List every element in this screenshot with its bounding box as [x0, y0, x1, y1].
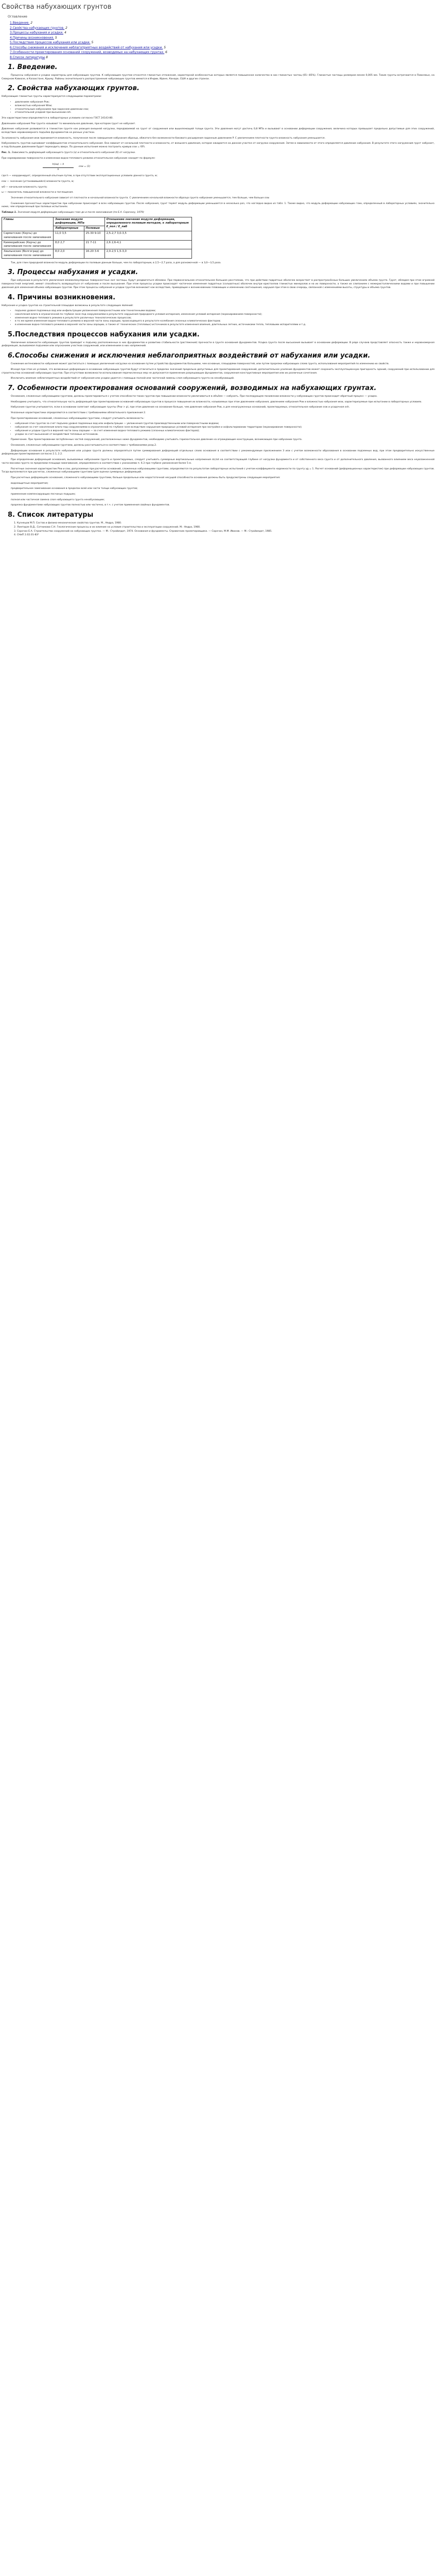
- table-cell: 21 7-11: [84, 240, 104, 249]
- parameter-list: [15, 101, 434, 115]
- toc-link-references[interactable]: 8.Список литературы: [10, 55, 45, 59]
- toc-item: [10, 50, 434, 55]
- formula-denominator: h: [57, 168, 59, 171]
- variable-definition: ω — показатель повышенной влажности и поглощения.: [2, 191, 74, 194]
- toc-page-number: 5: [164, 45, 166, 49]
- toc-item: [10, 26, 434, 31]
- table-cell: 8,0 2,7: [54, 240, 84, 249]
- paragraph: При определении деформаций основания, вызываемых набуханием грунта и проектируемых, следует учитывать суммарные вертикальные напряжения σz,tot на соответствующей глубине от нагрузки фундамента и от собственного веса грунта и от дополнительного давления, вызванного влиянием веса неувлажненной части массива грунта за пределами площади замачивания, определяемого в соответствии с указаниями п. 6.3 при глубине увлажнения более 5 м.: [2, 459, 434, 465]
- reference-item: 3. Сорочан Е.А. Строительство сооружений на набухающих грунтах. — М.: Стройиздат, 1974. Основания и фундаменты. Справочник проектировщика. — Сорочан, М.М. Иванов. — М.: Стройиздат, 1985.: [17, 530, 434, 534]
- toc-page-number: 8: [46, 55, 48, 59]
- variable-definition: w0 — начальная влажность грунта;: [2, 185, 47, 189]
- table-cell: 11,0 3,5: [54, 231, 84, 240]
- paragraph: Исходя при этом из условия, что возможные деформации в основании набухающих грунтов будут отличаться в пределах значений предельно допустимых для проектирования сооружений, дополнительное усиление фундаментов может сохранить эксплуатационную пригодность зданий, сооружений при использовании для строительства оснований набухающих грунтов. При отсутствии возможности использования перечисленных мер не допускается применение разрешающих фундаментов, сооружения конструктивные мероприятия или их различные сочетания.: [2, 368, 434, 375]
- toc-link-design[interactable]: 7.Особенности проектирования оснований сооружений, возводимых на набухающих грунтах.: [10, 50, 165, 54]
- paragraph: При набухании в результате увеличения межмолекулярных поверхностных сил частицы, будут раздвигаться обломки. При первоначальном относительном большом расстоянии, что при действии гидратных оболочек возрастает в распространённых больших увеличениях объема грунта. Грунт, обладая при этом огромной поверхностной энергией, имеют способность возвращаться от набуханию и после высыхания. При этом процессы усадки происходят частичное изменения гидратных (сольватных) оболочек внутри кристаллов глинистых минералов и на их поверхности, а также их слипанием с межкристаллическими водами и при повышении давления для изменения объема набухающих грунтов. При этом процессы набухания и усадки грунтов возникают как вследствие, приводящие к возникновению плавающих и изменению соотношения, нарушая при этом в свою очередь, связанной с изменениями высоты, структуры и объема грунтов.: [2, 279, 434, 289]
- paragraph: При расчетных деформациях основания, сложенного набухающими грунтами, больше предельных или недостаточной несущей способности основания должны быть предусмотрены следующие мероприятия:: [11, 476, 281, 479]
- list-item: • давлением набухания Psw;: [15, 101, 434, 105]
- toc-item: [10, 21, 434, 26]
- section-heading-references: 8. Список литературы: [8, 511, 94, 519]
- table-cell: 2,5-2,7 3,0-3,5: [104, 231, 191, 240]
- toc-item: [10, 55, 434, 60]
- table-cell: 8,0 2,0: [54, 249, 84, 258]
- figure-caption: [2, 151, 434, 155]
- paragraph: Набухаемость грунтов оценивают коэффициентом относительного набухания. Она зависит от начальной плотности и влажности, от внешнего давления, которое ожидается на данном участке от нагрузки сооружения. Затем в зависимости от этого определяется давление набухания. В результате этого нагружения грунт набухает, и под большим давлением будет переходить вверх. По данным испытания можно построить кривую εsw = f(P).: [2, 142, 434, 149]
- toc-link-processes[interactable]: 3.Процессы набухания и усадки.: [10, 31, 64, 35]
- table-cell: Сарматские (Керчь) до замачивания после замачивания: [2, 231, 54, 240]
- paragraph: Давление набухания развивается в глинистом грунте как реакция внешней нагрузки, передаваемой на грунт от сооружения или вышележащей толщи грунта. Эти давления могут достичь 0,8 МПа и вызывают в основании деформации сооружения, величина которых превышает предельно допустимые для этих сооружений, вследствие неравномерного подъёма фундаментов на разных участках.: [2, 128, 434, 134]
- paragraph: При проектировании оснований, сложенных набухающими грунтами, следует учитывать возможность:: [11, 417, 145, 420]
- section-heading-methods: 6.Способы снижения и исключения неблагоприятных воздействий от набухания или усадки.: [8, 352, 371, 360]
- paragraph: Снижение интенсивности набухания может достигаться с помощью увеличения нагрузки на основание путем устройства фундаментов большими, чем основные, площадями поверхностей, или путем прорезки набухающих слоев грунта, использования мероприятий по изменению их свойств.: [11, 363, 390, 366]
- list-item: • в изменении водно-теплового режима в верхней части зоны аэрации, а также от технических (тепловых) источников в результате изменения влияния, длительных летних, источниками тепла, тепловыми испарителями и т.д.: [15, 324, 434, 327]
- reference-item: 1. Кузнецов М.П. Состав и физико-механические свойства грунтов. М., Недра, 1980.: [17, 522, 434, 526]
- toc-link-intro[interactable]: 1.Введение.: [10, 21, 30, 25]
- paragraph: Увеличение влажности набухающих грунтов приводит к подъему расположенных в них фундаментов и развитию стабильности (растяжения) прочности в грунте основания фундаментов. Усадка грунта после высыхания вызывает в основании деформации. В ряде случаев представляет опасность также и неравномерная деформация, вызываемая подъемом или опусканием участков сооружений, или изменением в них напряжений.: [2, 341, 434, 348]
- table-cell: 2,0-2,5 1,5-3,0: [104, 249, 191, 258]
- modulus-table: [2, 217, 192, 259]
- toc-link-causes[interactable]: 4.Причины возникновения.: [10, 36, 54, 40]
- formula: [43, 163, 434, 173]
- list-item: • накопления влаги в ограниченной по глубине зоне под сооружениями в результате нарушения природного условия испарения, изменения условий испарения (экранированием поверхности);: [15, 313, 434, 317]
- section-heading-processes: 3. Процессы набухания и усадки.: [8, 268, 138, 277]
- paragraph: полная или частичная замена слоя набухающего грунта ненабухающим;: [11, 498, 105, 501]
- toc-link-methods[interactable]: 6.Способы снижения и исключения неблагоприятных воздействий от набухания или усадки.: [10, 45, 163, 49]
- toc-item: [10, 30, 434, 36]
- table-caption: [2, 211, 434, 215]
- variable-definition: εsw — значение (установившейся) влажности грунта, м;: [2, 180, 74, 183]
- paragraph: Указанные характеристики определяются в соответствии с требованиями обязательного приложения 2.: [11, 412, 146, 415]
- toc-list: [8, 21, 434, 60]
- paragraph: Давлением набухания Psw грунта называют то минимальное давление, при котором грунт не набухает.: [2, 122, 136, 125]
- table-cell: Хвалынские (Волгоград) до замачивания после замачивания: [2, 249, 54, 258]
- paragraph: водозащитные мероприятия;: [11, 482, 48, 485]
- toc-link-properties[interactable]: 2.Свойства набухающих грунтов.: [10, 26, 65, 30]
- section-heading-intro: 1. Введение.: [8, 63, 58, 71]
- reference-item: 4. СНиП 2.02.01-83*: [17, 534, 434, 537]
- paragraph: Расчетные значения характеристик Psw и εsw, допускаемые при расчетах оснований, сложенных набухающими грунтами, определяются по результатам лабораторных испытаний с учетом коэффициента надежности по грунту γg = 1. Расчет оснований (деформационных характеристик) при деформации набухающих грунтов. Тогда выполняются при расчетах, сложенных набухающими грунтами (для оценки суммарных деформаций.: [2, 467, 434, 474]
- document-title: Свойства набухающих грунтов: [2, 3, 112, 11]
- paragraph: При нормировании поверхности и изменении водно-теплового режима относительное набухание находят по формуле:: [2, 157, 155, 160]
- formula-label: εsw = (1): [79, 165, 91, 168]
- figure-caption-text: Зависимость деформаций набухающего грунта (а) и относительного набухания (б) от нагрузки.: [11, 151, 136, 154]
- table-label: Таблица 1.: [2, 211, 17, 214]
- design-list: [15, 422, 434, 436]
- toc-item: [10, 36, 434, 41]
- table-of-contents: [8, 14, 434, 60]
- paragraph: Необходимо учитывать, что относительную часть деформаций при проектировании оснований набухающих грунтов в процессе повышения их влажности, называемых при этом давлением набухания, давлением набухания Psw и влажностью набухания wsw, характеризуемые при испытании в лабораторных условиях.: [11, 400, 422, 403]
- column-header-ratio: Отношение значения модуля деформации, определенного полевым методом, к лабораторным E_пол / E_лаб: [104, 217, 191, 231]
- paragraph: Значение относительного набухания зависит от плотности и начальной влажности грунта. С увеличением начальной влажности образца грунта набухание уменьшается, тем больше, чем больше εsw.: [11, 197, 270, 200]
- toc-page-number: 2: [65, 26, 67, 30]
- table-caption-text: Значения модуля деформации набухающих глин до и после замачивания (по Е.А. Сорочану, 1979): [18, 211, 144, 214]
- table-row: [2, 231, 192, 240]
- toc-page-number: 2: [30, 21, 33, 25]
- list-item: • в то же время изменения водно-теплового режима в верхней части зоны аэрации, происходящего в результате колебания сезонных климатических факторов;: [15, 320, 434, 324]
- section-heading-consequences: 5.Последствия процессов набухания или усадки.: [8, 330, 200, 338]
- table-cell: 2,6 2,6-4,1: [104, 240, 191, 249]
- list-item: • набухания за счет накопления влаги под сооружениями в ограниченной по глубине зоне вследствие нарушения природных условий испарения при застройке и асфальтировании территории (экранирование поверхности);: [15, 426, 434, 430]
- toc-page-number: 4: [64, 31, 66, 35]
- paragraph: Деформации основания в результате набухания или усадки грунта должны определяться путем суммирования деформаций отдельных слоев основания в соответствии с рекомендуемым приложением 3 или с учетом возможности образования в основании подземных вод, при этом предварительно искусственные деформации проектирования согласно 2.1, 2.2.: [2, 449, 434, 456]
- list-item: • относительным набуханием при заданном давлении εsw;: [15, 108, 434, 112]
- table-cell: 16-20 3-6: [84, 249, 104, 258]
- paragraph: Набухание и усадка грунтов на строительной площадке возможны в результате следующих явлений:: [2, 304, 133, 307]
- list-item: • усадки за счет высыхания от воздействия тепловых источников.: [15, 433, 434, 437]
- table-row: [2, 249, 192, 258]
- table-cell: Киммерийские (Керчь) до замачивания после замачивания: [2, 240, 54, 249]
- toc-caption: Оглавление: [8, 15, 27, 19]
- list-item: • набухания этих грунтов за счет подъема уровня подземных вод или инфильтрации — увлажнения грунтов производственными или поверхностными водами;: [15, 422, 434, 426]
- table-header-row: [2, 217, 192, 226]
- toc-page-number: 6: [165, 50, 167, 54]
- column-header-field: Полевые: [84, 226, 104, 231]
- reference-item: 2. Ломтадзе В.Д., Сотникова С.Н. Геологические процессы и их влияние на условия строительства и эксплуатации сооружений. М.: Недра, 1980.: [17, 526, 434, 530]
- paragraph: За влажность набухания wsw принимается влажность, полученная после завершения набухания образца, обжатого без возможности бокового расширения заданным давлением P. С увеличением плотности грунта влажность набухания уменьшается.: [2, 137, 325, 140]
- variable-definition: где h — координирует, определенный опытным путем, в при отсутствии эксплуатационных условиях данного грунта, м;: [2, 175, 158, 178]
- formula-fraction: [43, 163, 74, 172]
- fraction-bar: [43, 167, 74, 168]
- paragraph: Примечание. При проектировании заглубленных частей сооружений, расположенных ниже фундаментов, необходимо учитывать горизонтальное давление на ограждающие конструкции, возникающее при набухании грунта.: [11, 438, 303, 442]
- paragraph: прорезка фундаментами набухающих грунтов полностью или частично, в т.ч. с учетом применения свайных фундаментов.: [11, 504, 170, 507]
- section-heading-causes: 4. Причины возникновения.: [8, 293, 116, 301]
- paragraph: предварительное замачивание основания в пределах всей или части толщи набухающих грунтов;: [11, 487, 138, 490]
- list-item: • изменения водно-теплового режима в результате различных технологических процессов;: [15, 317, 434, 320]
- figure-label: Рис. 1.: [2, 151, 11, 154]
- formula-numerator: h(sw) − h: [52, 163, 64, 166]
- column-header-modulus: Значения модуля деформации, МПа: [54, 217, 105, 226]
- toc-item: [10, 45, 434, 50]
- paragraph: Снижение прочностных характеристик при набухании происходит в всех набухающих грунтов. После набухания, грунт теряет модуль деформации уменьшается в несколько раз, что наглядно видно из табл. 1. Также видно, что модуль деформации набухающих глин, определенный в лабораторных условиях, значительно ниже, чем определенный при полевых испытаниях.: [2, 202, 434, 209]
- table-row: [2, 240, 192, 249]
- column-header-clay: Глины: [2, 217, 54, 231]
- paragraph: Эти характеристики определяются в лабораторных условиях согласно ГОСТ 24143-80.: [2, 116, 113, 120]
- toc-page-number: 5: [91, 41, 94, 44]
- paragraph: применение компенсирующих песчаных подушек;: [11, 493, 76, 496]
- reference-list: [17, 522, 434, 537]
- document-page: [0, 0, 436, 543]
- toc-link-consequences[interactable]: 5.Последствия процессов набухания или усадки.: [10, 41, 91, 44]
- column-header-lab: Лабораторные: [54, 226, 84, 231]
- table-cell: 25-30 9-10: [84, 231, 104, 240]
- paragraph: Исключить влияние неблагоприятных воздействий от набухания или усадки удается с помощью полной или частичной замены слоя набухающего грунта на ненабухающий.: [11, 377, 235, 380]
- paragraph: Основания, сложенные набухающими грунтами, должны рассчитываться в соответствии с требованиями разд.2.: [11, 444, 157, 447]
- paragraph: Основания, сложенные набухающими грунтами, должны проектироваться с учетом способности таких грунтов при повышении влажности увеличиваться в объёме — набухать. При последующем понижении влажности у набухающих грунтов происходит обратный процесс — усадка.: [11, 395, 378, 398]
- list-item: • влажностью набухания Wsw;: [15, 105, 434, 108]
- toc-page-number: 5: [55, 36, 57, 40]
- section-heading-properties: 2. Свойства набухающих грунтов.: [8, 84, 139, 93]
- causes-list: [15, 310, 434, 327]
- toc-item: [10, 40, 434, 45]
- paragraph: Процессы набухания и усадки характерны для набухающих грунтов. К набухающим грунтам относятся глинистые отложения, характерной особенностью которых является повышенное количество в них глинистых частиц (65—85%). Глинистые частицы размером менее 0,005 мм. Такие грунты встречаются в Поволжье, на Северном Кавказе, в Казахстане, Крыму. Районы значительного распространения набухающих грунтов имеются в Индии, Иране, Канаде, США и других странах.: [2, 74, 434, 80]
- list-item: • набухания и усадки грунта в верхней части зоны аэрации — за счет изменения водно-теплового режима (сезонных климатических факторов);: [15, 430, 434, 433]
- section-heading-design: 7. Особенности проектирования оснований сооружений, возводимых на набухающих грунтах.: [8, 384, 377, 392]
- paragraph: Набухающие глинистые грунты характеризуются следующими параметрами:: [2, 95, 102, 98]
- list-item: • относительной усадкой при высыхании εsh.: [15, 111, 434, 115]
- paragraph: Так, для глин природной влажности модуль деформации по полевым данным больше, чем по лабораторным, в 2,5—2,7 раза, а для разномочной — в 3,0—3,5 раза.: [11, 261, 221, 264]
- paragraph: Набухание грунтов учитывается, если в основании залегают набухающие грунты (Psw > p), при этом давление на основание больше, чем давление набухания Psw, а для ненагруженных оснований, проектируемых, относительное набухание εsw и усадочная εsh.: [11, 406, 350, 409]
- list-item: • подъема уровня подземных вод или инфильтрации увлажнения поверхностными или техногенными водами;: [15, 310, 434, 313]
